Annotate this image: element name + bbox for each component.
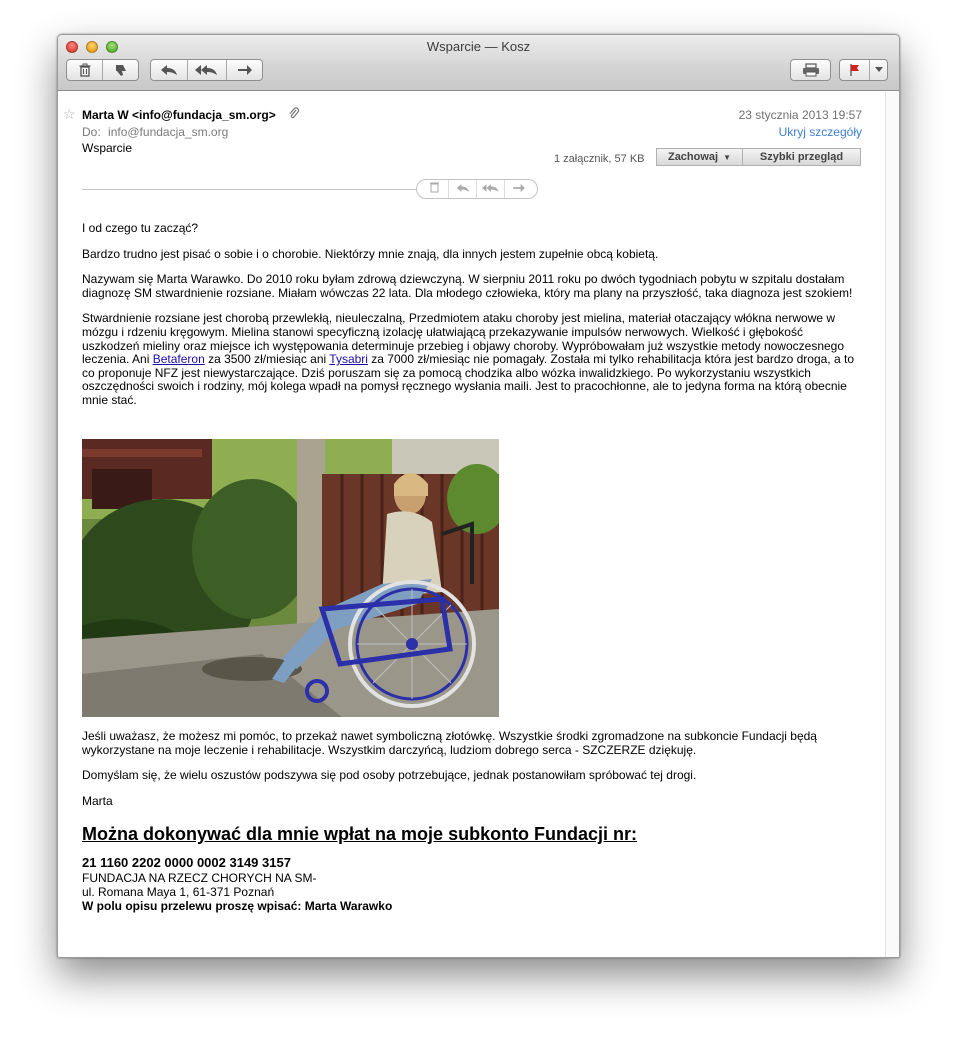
forward-icon: [512, 180, 526, 198]
attached-photo[interactable]: [82, 439, 499, 717]
reply-icon: [456, 180, 470, 198]
flag-button-face[interactable]: [840, 60, 870, 80]
print-button-face[interactable]: [791, 60, 830, 80]
flag-button[interactable]: [839, 59, 888, 81]
paperclip-icon: [288, 107, 300, 126]
recipient-row: [82, 125, 228, 139]
save-button-label: Zachowaj: [667, 151, 719, 163]
printer-icon: [802, 63, 820, 77]
paragraph-appeal: Jeśli uważasz, że możesz mi pomóc, to przekaż nawet symboliczną złotówkę. Wszystkie środki zgromadzone na subkoncie Fundacji będą wykorzystane na moje leczenie i rehabilitacje. Wszystkim darczyńcą, ludziom dobrego serca - SZCZERZE dziękuję.: [82, 729, 817, 757]
quick-look-button[interactable]: Szybki przegląd: [742, 148, 861, 166]
chevron-down-icon: [875, 67, 883, 73]
foundation-name: FUNDACJA NA RZECZ CHORYCH NA SM-: [82, 871, 317, 885]
account-number: 21 1160 2202 0000 0002 3149 3157: [82, 855, 291, 870]
title-bar: [58, 35, 899, 91]
chevron-down-icon: ▼: [723, 152, 732, 162]
betaferon-link[interactable]: Betaferon: [152, 352, 205, 367]
delete-button[interactable]: [67, 60, 103, 80]
subject: Wsparcie: [82, 141, 133, 155]
star-icon[interactable]: ☆: [63, 106, 76, 122]
thumbs-down-icon: [113, 63, 129, 77]
inline-reply-all-button[interactable]: [477, 180, 505, 198]
window-title: Wsparcie — Kosz: [426, 39, 531, 54]
header-divider: [82, 189, 422, 190]
tysabri-link[interactable]: Tysabri: [329, 352, 368, 367]
message-body-continued: [82, 730, 862, 820]
paragraph-illness-text-c: za 7000 zł/miesiąc nie pomagały. Została mi tylko rehabilitacja która jest bardzo droga, a to co proponuje NFZ jest niewystarczające. Dziś poruszam się za pomocą chodzika albo wózka inwalidzkiego. Po wykorzystaniu wszystkich oszczędności swoich i rodziny, mój kolega wpadł na pomysł ręcznego wysłania maili. Jest to pracochłonne, ale to jedyna forma na którą obecnie mnie stać.: [82, 352, 854, 407]
recipient[interactable]: info@fundacja_sm.org: [108, 125, 229, 139]
paragraph-illness-text-b: za 3500 zł/miesiąc ani: [204, 352, 330, 367]
print-button[interactable]: [790, 59, 831, 81]
paragraph-illness: [82, 312, 862, 407]
junk-button[interactable]: [103, 60, 138, 80]
paragraph-scammers: Domyślam się, że wielu oszustów podszywa się pod osoby potrzebujące, jednak postanowiłam spróbować tej drogi.: [82, 768, 697, 783]
to-label: Do:: [82, 125, 101, 139]
inline-reply-button[interactable]: [449, 180, 477, 198]
forward-icon: [237, 64, 253, 76]
reply-button[interactable]: [151, 60, 188, 80]
reply-all-button[interactable]: [188, 60, 227, 80]
inline-actions: [416, 179, 538, 199]
transfer-note: W polu opisu przelewu proszę wpisać: Marta Warawko: [82, 899, 393, 913]
sender[interactable]: Marta W <info@fundacja_sm.org>: [82, 108, 276, 122]
reply-all-icon: [482, 180, 500, 198]
scrollbar-track[interactable]: [885, 92, 899, 958]
forward-button[interactable]: [227, 60, 262, 80]
inline-delete-button[interactable]: [421, 180, 449, 198]
reply-group: [150, 59, 263, 81]
save-attachment-button[interactable]: [656, 148, 743, 166]
flag-icon: [848, 63, 862, 77]
message-body: [82, 222, 862, 420]
trash-icon: [78, 63, 92, 77]
foundation-address: ul. Romana Maya 1, 61-371 Poznań: [82, 885, 275, 899]
signature: Marta: [82, 793, 113, 808]
paragraph-about: Bardzo trudno jest pisać o sobie i o chorobie. Niektórzy mnie znają, dla innych jestem zupełnie obcą kobietą.: [82, 246, 659, 261]
paragraph-diagnosis: Nazywam się Marta Warawko. Do 2010 roku byłam zdrową dziewczyną. W sierpniu 2011 roku po dwóch tygodniach pobytu w szpitalu dostałam diagnozę SM stwardnienie rozsiane. Miałam wówczas 22 lata. Dla młodego człowieka, który ma plany na przyszłość, taka diagnoza jest szokiem!: [82, 272, 853, 300]
mail-window: [57, 34, 900, 958]
paragraph-intro: I od czego tu zacząć?: [82, 221, 199, 235]
paragraph-illness-text-a: Stwardnienie rozsiane jest chorobą przewlekłą, nieuleczalną, Przedmiotem ataku choroby jest mielina, materiał otaczający włókna nerwowe w mózgu i rdzeniu kręgowym. Mielina stanowi specyficzną izolację ułatwiającą przekazywanie impulsów nerwowych. Wielkość i głębokość uszkodzeń mieliny oraz miejsce ich występowania determinuje przebieg i objawy choroby. Wypróbowałam już wszystkie metody nowoczesnego leczenia. Ani: [82, 311, 845, 367]
delete-junk-group: [66, 59, 139, 81]
attachment-info: 1 załącznik, 57 KB: [554, 153, 645, 165]
donation-heading: Można dokonywać dla mnie wpłat na moje subkonto Fundacji nr:: [82, 824, 638, 844]
hide-details-link[interactable]: Ukryj szczegóły: [778, 125, 862, 139]
reply-all-icon: [195, 64, 219, 76]
trash-icon: [429, 180, 440, 198]
inline-forward-button[interactable]: [505, 180, 533, 198]
date: 23 stycznia 2013 19:57: [738, 108, 862, 122]
flag-menu-button[interactable]: [870, 60, 887, 80]
reply-icon: [160, 64, 178, 76]
